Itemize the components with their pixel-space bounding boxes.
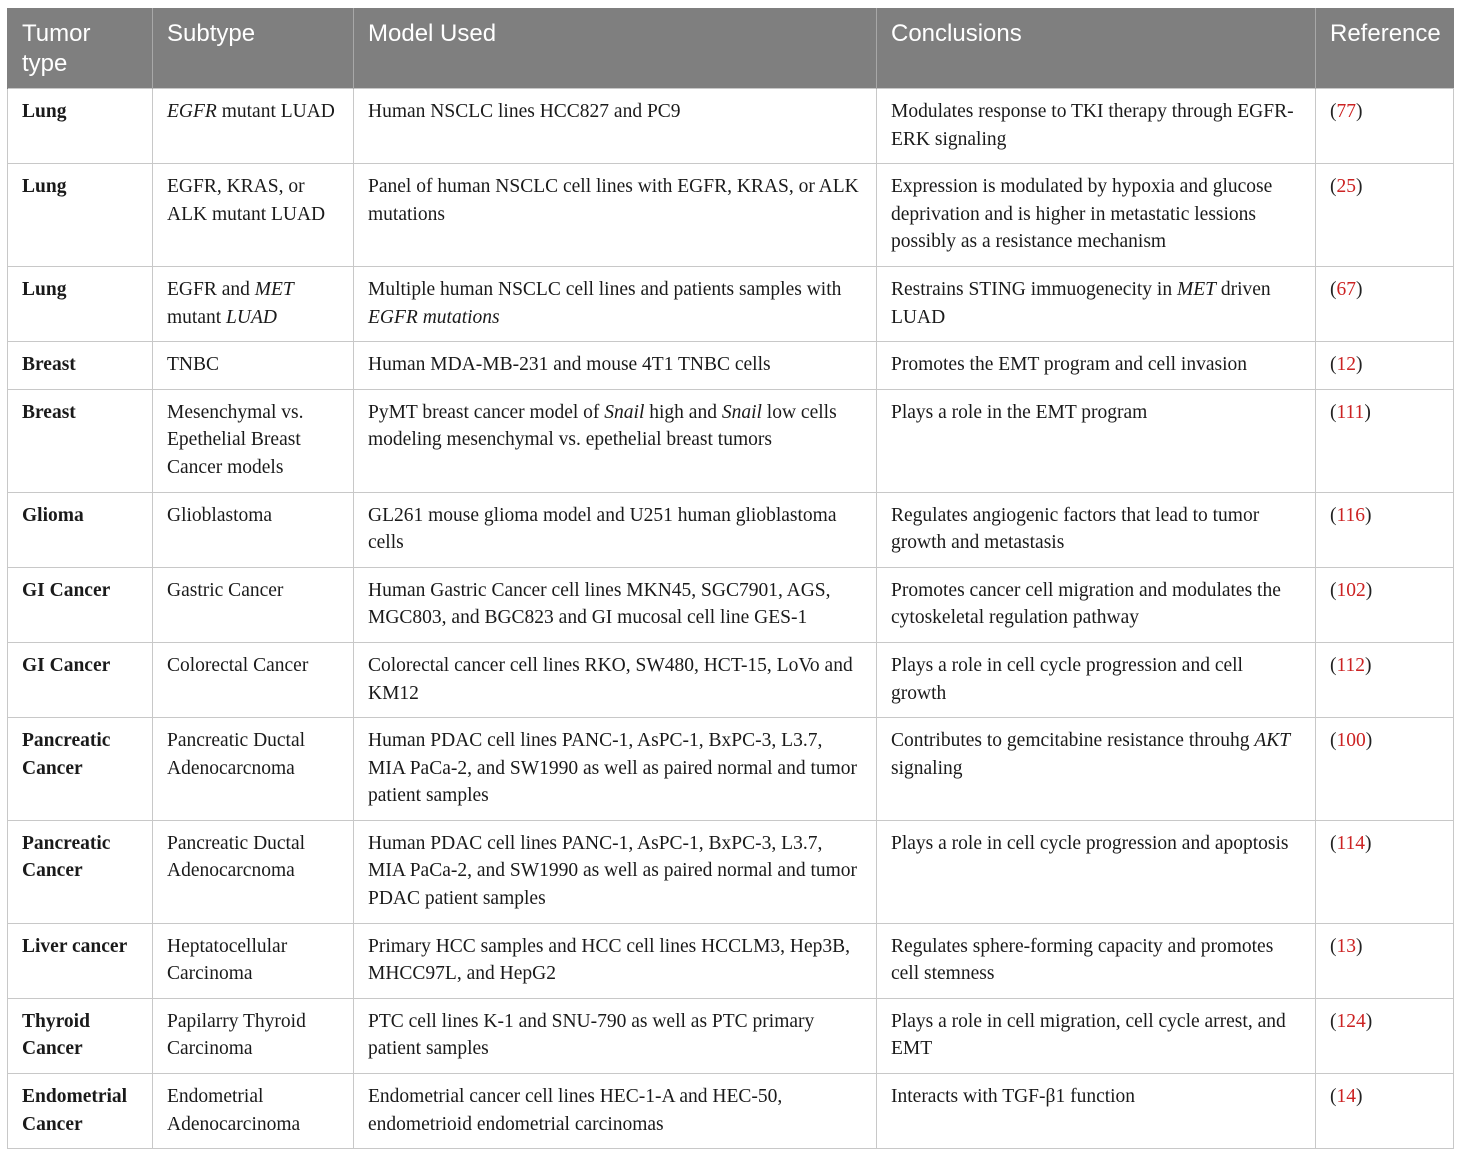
tumor-type-cell: Lung — [8, 89, 153, 164]
subtype-cell — [153, 89, 354, 164]
cell-text: GL261 mouse glioma model and U251 human glioblastoma cells — [368, 504, 837, 554]
reference-cell: (111) — [1316, 389, 1454, 492]
italic-text: EGFR mutations — [368, 306, 500, 328]
model-used-cell — [354, 718, 877, 821]
table-row — [8, 998, 1454, 1073]
cell-text: Restrains STING immuogenecity in — [891, 278, 1177, 300]
tumor-type-cell: Pancreatic Cancer — [8, 718, 153, 821]
cell-text: EGFR, KRAS, or ALK mutant LUAD — [167, 176, 326, 225]
model-used-cell — [354, 164, 877, 267]
italic-text: Snail — [721, 401, 762, 423]
conclusions-cell — [877, 923, 1316, 998]
tumor-type-cell: GI Cancer — [8, 642, 153, 717]
model-used-cell — [354, 1074, 877, 1149]
table-row — [8, 389, 1454, 492]
reference-cell: (114) — [1316, 820, 1454, 923]
cell-text: Pancreatic Ductal Adenocarcnoma — [167, 730, 306, 779]
italic-text: LUAD — [226, 306, 277, 328]
table-row — [8, 164, 1454, 267]
tumor-type-cell: Liver cancer — [8, 923, 153, 998]
reference-link[interactable]: 77 — [1336, 101, 1356, 122]
cell-text: Plays a role in the EMT program — [891, 401, 1148, 423]
subtype-cell — [153, 998, 354, 1073]
reference-cell: (100) — [1316, 718, 1454, 821]
cell-text: Promotes the EMT program and cell invasion — [891, 354, 1247, 376]
cell-text: Human NSCLC lines HCC827 and PC9 — [368, 101, 681, 122]
cell-text: Interacts with TGF-β1 function — [891, 1086, 1136, 1108]
cell-text: mutant — [167, 306, 227, 328]
reference-link[interactable]: 112 — [1336, 654, 1366, 676]
reference-cell: (112) — [1316, 642, 1454, 717]
conclusions-cell — [877, 1074, 1316, 1149]
cell-text: Multiple human NSCLC cell lines and patients samples with — [368, 278, 842, 300]
cell-text: Modulates response to TKI therapy through EGFR-ERK signaling — [891, 101, 1294, 150]
cell-text: Human PDAC cell lines PANC-1, AsPC-1, BxPC-3, L3.7, MIA PaCa-2, and SW1990 as well as paired normal and tumor PDAC patient samples — [368, 832, 858, 910]
subtype-cell — [153, 567, 354, 642]
subtype-cell — [153, 342, 354, 390]
reference-cell: (13) — [1316, 923, 1454, 998]
cell-text: Regulates sphere-forming capacity and promotes cell stemness — [891, 935, 1274, 985]
header-conclusions: Conclusions — [877, 8, 1316, 89]
cell-text: PyMT breast cancer model of — [368, 401, 605, 423]
cell-text: Colorectal Cancer — [167, 654, 309, 676]
subtype-cell — [153, 492, 354, 567]
header-subtype: Subtype — [153, 8, 354, 89]
cell-text: Papilarry Thyroid Carcinoma — [167, 1010, 306, 1060]
cell-text: Endometrial cancer cell lines HEC-1-A and HEC-50, endometrioid endometrial carcinomas — [368, 1086, 783, 1135]
model-used-cell — [354, 567, 877, 642]
subtype-cell — [153, 923, 354, 998]
cell-text: Expression is modulated by hypoxia and glucose deprivation and is higher in metastatic lessions possibly as a resistance mechanism — [891, 176, 1273, 253]
cell-text: Promotes cancer cell migration and modulates the cytoskeletal regulation pathway — [891, 579, 1281, 629]
model-used-cell — [354, 89, 877, 164]
conclusions-cell — [877, 342, 1316, 390]
reference-link[interactable]: 116 — [1336, 504, 1366, 526]
model-used-cell — [354, 342, 877, 390]
cell-text: Human Gastric Cancer cell lines MKN45, SGC7901, AGS, MGC803, and BGC823 and GI mucosal cell line GES-1 — [368, 579, 831, 629]
conclusions-cell — [877, 567, 1316, 642]
model-used-cell — [354, 998, 877, 1073]
subtype-cell — [153, 1074, 354, 1149]
conclusions-cell — [877, 164, 1316, 267]
table-row — [8, 642, 1454, 717]
reference-link[interactable]: 67 — [1336, 278, 1356, 300]
italic-text: EGFR — [167, 101, 217, 122]
conclusions-cell — [877, 389, 1316, 492]
cell-text: Heptatocellular Carcinoma — [167, 935, 288, 985]
reference-link[interactable]: 14 — [1336, 1086, 1356, 1108]
reference-link[interactable]: 114 — [1336, 832, 1366, 854]
conclusions-cell — [877, 820, 1316, 923]
cell-text: Pancreatic Ductal Adenocarcnoma — [167, 832, 306, 882]
reference-cell: (12) — [1316, 342, 1454, 390]
tumor-type-cell: Breast — [8, 389, 153, 492]
subtype-cell — [153, 164, 354, 267]
model-used-cell — [354, 266, 877, 341]
cell-text: TNBC — [167, 354, 220, 376]
reference-cell: (124) — [1316, 998, 1454, 1073]
model-used-cell — [354, 389, 877, 492]
subtype-cell — [153, 642, 354, 717]
reference-link[interactable]: 25 — [1336, 176, 1356, 198]
subtype-cell — [153, 820, 354, 923]
header-model-used: Model Used — [354, 8, 877, 89]
reference-cell: (14) — [1316, 1074, 1454, 1149]
table-row — [8, 718, 1454, 821]
cell-text: Plays a role in cell migration, cell cycle arrest, and EMT — [891, 1010, 1286, 1060]
tumor-type-cell: Lung — [8, 164, 153, 267]
reference-cell: (116) — [1316, 492, 1454, 567]
table-row — [8, 492, 1454, 567]
reference-cell: (77) — [1316, 89, 1454, 164]
cell-text: driven LUAD — [891, 278, 1271, 328]
italic-text: MET — [254, 278, 294, 300]
cell-text: Human PDAC cell lines PANC-1, AsPC-1, BxPC-3, L3.7, MIA PaCa-2, and SW1990 as well as paired normal and tumor patient samples — [368, 730, 858, 807]
data-table — [7, 8, 1454, 1149]
table-row — [8, 342, 1454, 390]
italic-text: MET — [1176, 278, 1216, 300]
tumor-type-cell: GI Cancer — [8, 567, 153, 642]
cell-text: Plays a role in cell cycle progression and apoptosis — [891, 832, 1289, 854]
cell-text: PTC cell lines K-1 and SNU-790 as well as PTC primary patient samples — [368, 1010, 815, 1060]
italic-text: AKT — [1254, 730, 1291, 752]
table-row — [8, 923, 1454, 998]
cell-text: Primary HCC samples and HCC cell lines HCCLM3, Hep3B, MHCC97L, and HepG2 — [368, 935, 851, 985]
conclusions-cell — [877, 642, 1316, 717]
tumor-type-cell: Breast — [8, 342, 153, 390]
reference-link[interactable]: 111 — [1336, 401, 1365, 423]
reference-link[interactable]: 124 — [1336, 1010, 1366, 1032]
italic-text: Snail — [604, 401, 645, 423]
table-body — [8, 89, 1454, 1149]
cell-text: Gastric Cancer — [167, 579, 284, 601]
subtype-cell — [153, 389, 354, 492]
cell-text: EGFR and — [167, 278, 255, 300]
model-used-cell — [354, 642, 877, 717]
table-row — [8, 820, 1454, 923]
reference-link[interactable]: 100 — [1336, 730, 1366, 752]
cell-text: Mesenchymal vs. Epethelial Breast Cancer models — [167, 401, 304, 478]
table-row — [8, 1074, 1454, 1149]
subtype-cell — [153, 718, 354, 821]
cell-text: Contributes to gemcitabine resistance throuhg — [891, 730, 1255, 752]
tumor-type-cell: Endometrial Cancer — [8, 1074, 153, 1149]
model-used-cell — [354, 492, 877, 567]
header-tumor-type: Tumor type — [8, 8, 153, 89]
cell-text: Panel of human NSCLC cell lines with EGFR, KRAS, or ALK mutations — [368, 176, 859, 225]
cell-text: Plays a role in cell cycle progression and cell growth — [891, 654, 1243, 704]
conclusions-cell — [877, 492, 1316, 567]
table-row — [8, 89, 1454, 164]
conclusions-cell — [877, 266, 1316, 341]
header-reference: Reference — [1316, 8, 1454, 89]
reference-cell: (25) — [1316, 164, 1454, 267]
reference-link[interactable]: 102 — [1336, 579, 1366, 601]
tumor-type-cell: Lung — [8, 266, 153, 341]
conclusions-cell — [877, 718, 1316, 821]
table-row — [8, 266, 1454, 341]
cell-text: Regulates angiogenic factors that lead to tumor growth and metastasis — [891, 504, 1260, 554]
table-row — [8, 567, 1454, 642]
conclusions-cell — [877, 89, 1316, 164]
cell-text: Human MDA-MB-231 and mouse 4T1 TNBC cells — [368, 354, 771, 376]
conclusions-cell — [877, 998, 1316, 1073]
reference-cell: (102) — [1316, 567, 1454, 642]
tumor-type-cell: Pancreatic Cancer — [8, 820, 153, 923]
header-row — [8, 8, 1454, 89]
model-used-cell — [354, 820, 877, 923]
cell-text: low cells modeling mesenchymal vs. epethelial breast tumors — [368, 401, 837, 451]
tumor-type-cell: Glioma — [8, 492, 153, 567]
subtype-cell — [153, 266, 354, 341]
cell-text: signaling — [891, 757, 963, 779]
cell-text: Glioblastoma — [167, 504, 273, 526]
model-used-cell — [354, 923, 877, 998]
cell-text: mutant LUAD — [216, 101, 335, 122]
reference-link[interactable]: 13 — [1336, 935, 1356, 957]
table-header — [8, 8, 1454, 89]
reference-cell: (67) — [1316, 266, 1454, 341]
cell-text: high and — [644, 401, 722, 423]
tumor-type-cell: Thyroid Cancer — [8, 998, 153, 1073]
reference-link[interactable]: 12 — [1336, 354, 1356, 376]
cell-text: Colorectal cancer cell lines RKO, SW480, HCT-15, LoVo and KM12 — [368, 654, 853, 704]
cell-text: Endometrial Adenocarcinoma — [167, 1086, 301, 1135]
